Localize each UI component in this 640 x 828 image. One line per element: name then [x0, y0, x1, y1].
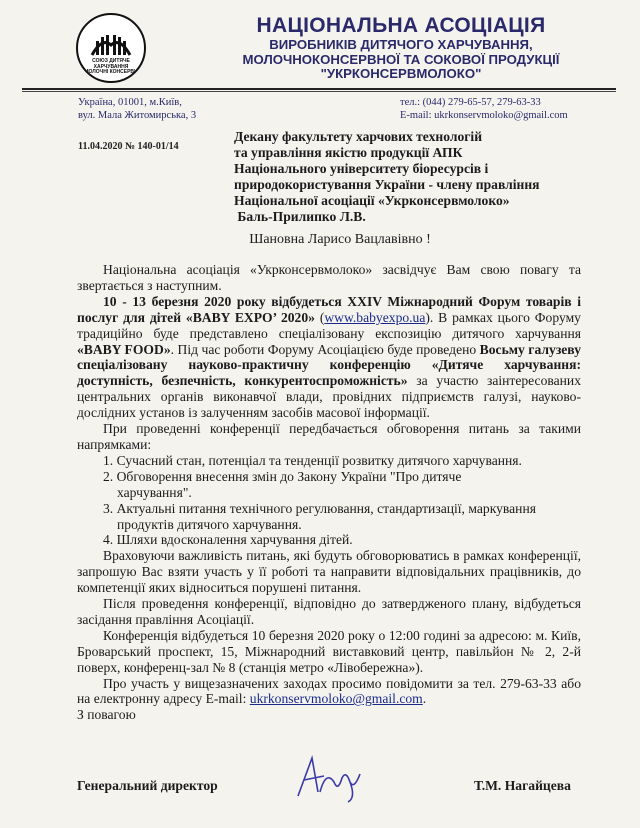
- closing: З повагою: [77, 707, 136, 723]
- text: . Під час роботи Форуму Асоціацією буде проведено: [170, 341, 480, 357]
- recipient-line: та управління якістю продукції АПК: [234, 144, 463, 160]
- handwritten-signature: [290, 752, 370, 804]
- signatory-position: Генеральний директор: [77, 778, 218, 793]
- document-reference: 11.04.2020 № 140-01/14: [78, 141, 179, 152]
- org-subtitle-line-2: МОЛОЧНОКОНСЕРВНОЇ ТА СОКОВОЇ ПРОДУКЦІЇ: [242, 51, 560, 67]
- association-logo: [76, 13, 146, 83]
- conference-title-bold: Восьму галузеву спеціалізовану науково-практичну конференцію «Дитяче харчування: доступність, безпечність, конкурентоспроможність»: [77, 341, 581, 389]
- org-subtitle-line-3: "УКРКОНСЕРВМОЛОКО": [320, 66, 482, 81]
- paragraph-contact: [77, 676, 581, 708]
- org-title: [196, 14, 606, 82]
- salutation: Шановна Ларисо Вацлавівно !: [249, 232, 431, 247]
- list-item: 1. Сучасний стан, потенціал та тенденції розвитку дитячого харчування.: [103, 452, 522, 468]
- paragraph-forum: [77, 294, 581, 421]
- address-line-2: вул. Мала Житомирська, 3: [78, 110, 197, 121]
- list-item: 4. Шляхи вдосконалення харчування дітей.: [103, 532, 353, 548]
- header-divider: [22, 88, 616, 90]
- paragraph-venue: Конференція відбудеться 10 березня 2020 року о 12:00 годині за адресою: м. Київ, Броварський проспект, 15, Міжнародний виставковий центр, павільйон № 2, 2-й поверх, конференц-зал № 8 (станція метро «Лівобережна»).: [77, 627, 581, 675]
- org-subtitle-line-1: ВИРОБНИКІВ ДИТЯЧОГО ХАРЧУВАННЯ,: [269, 37, 533, 52]
- signatory-name: Т.М. Нагайцева: [474, 778, 571, 793]
- forum-dates-bold: 10 - 13 березня 2020 року відбудеться XXIV Міжнародний Форум товарів і послуг для дітей «BABY EXPO’ 2020»: [77, 293, 581, 325]
- paragraph-invitation: Враховуючи важливість питань, які будуть обговорюватись в рамках конференції, запрошую Вас взяти участь у її роботі та направити відповідальних працівників, до компетенції яких відноситься порушені питання.: [77, 548, 581, 596]
- list-item-continuation: харчування".: [117, 484, 192, 500]
- address-block: [78, 96, 196, 122]
- org-name: НАЦІОНАЛЬНА АСОЦІАЦІЯ: [256, 14, 546, 37]
- phone-line: тел.: (044) 279-65-57, 279-63-33: [400, 97, 541, 108]
- header-divider-thin: [22, 91, 616, 92]
- contact-block: [400, 96, 568, 122]
- list-item: 3. Актуальні питання технічного регулювання, стандартизації, маркування: [103, 500, 536, 516]
- letter-body: [77, 262, 581, 723]
- text: Про участь у вищезазначених заходах просимо повідомити за тел. 279-63-33 або на електронну адресу E-mail:: [77, 675, 581, 707]
- recipient-block: [234, 129, 614, 224]
- text: за участю заінтересованих центральних органів виконавчої влади, провідних підприємств галузі, науково-дослідних установ із залученням засобів масової інформації.: [77, 373, 582, 421]
- list-item: 2. Обговорення внесення змін до Закону України "Про дитяче: [103, 468, 462, 484]
- text: (: [314, 309, 325, 325]
- logo-text: СОЮЗ ДИТЯЧЕ ХАРЧУВАННЯ МОЛОЧНІ КОНСЕРВИ: [84, 58, 138, 75]
- recipient-line: Баль-Прилипко Л.В.: [234, 208, 366, 224]
- text: ). В рамках цього Форуму традиційно буде представлено спеціалізовану експозицію дитячого харчування: [77, 309, 581, 341]
- paragraph-intro: Національна асоціація «Укрконсервмолоко» засвідчує Вам свою повагу та звертається з наступним.: [77, 262, 581, 293]
- recipient-line: Декану факультету харчових технологій: [234, 129, 483, 144]
- recipient-line: Національної асоціації «Укрконсервмолоко»: [234, 192, 510, 208]
- recipient-line: Національного університету біоресурсів і: [234, 160, 489, 176]
- text: .: [422, 691, 427, 707]
- paragraph-topics-intro: При проведенні конференції передбачається обговорення питань за такими напрямками:: [77, 421, 581, 452]
- list-item-continuation: продуктів дитячого харчування.: [117, 516, 302, 532]
- email-line: E-mail: ukrkonservmoloko@gmail.com: [400, 110, 568, 121]
- address-line-1: Україна, 01001, м.Київ,: [78, 97, 182, 108]
- recipient-line: природокористування України - члену правління: [234, 176, 540, 192]
- babyexpo-link[interactable]: www.babyexpo.ua: [324, 309, 426, 325]
- paragraph-board-meeting: Після проведення конференції, відповідно до затвердженого плану, відбудеться засідання правління Асоціації.: [77, 596, 581, 627]
- email-link[interactable]: ukrkonservmoloko@gmail.com: [249, 691, 423, 707]
- baby-food-bold: «BABY FOOD»: [77, 341, 171, 357]
